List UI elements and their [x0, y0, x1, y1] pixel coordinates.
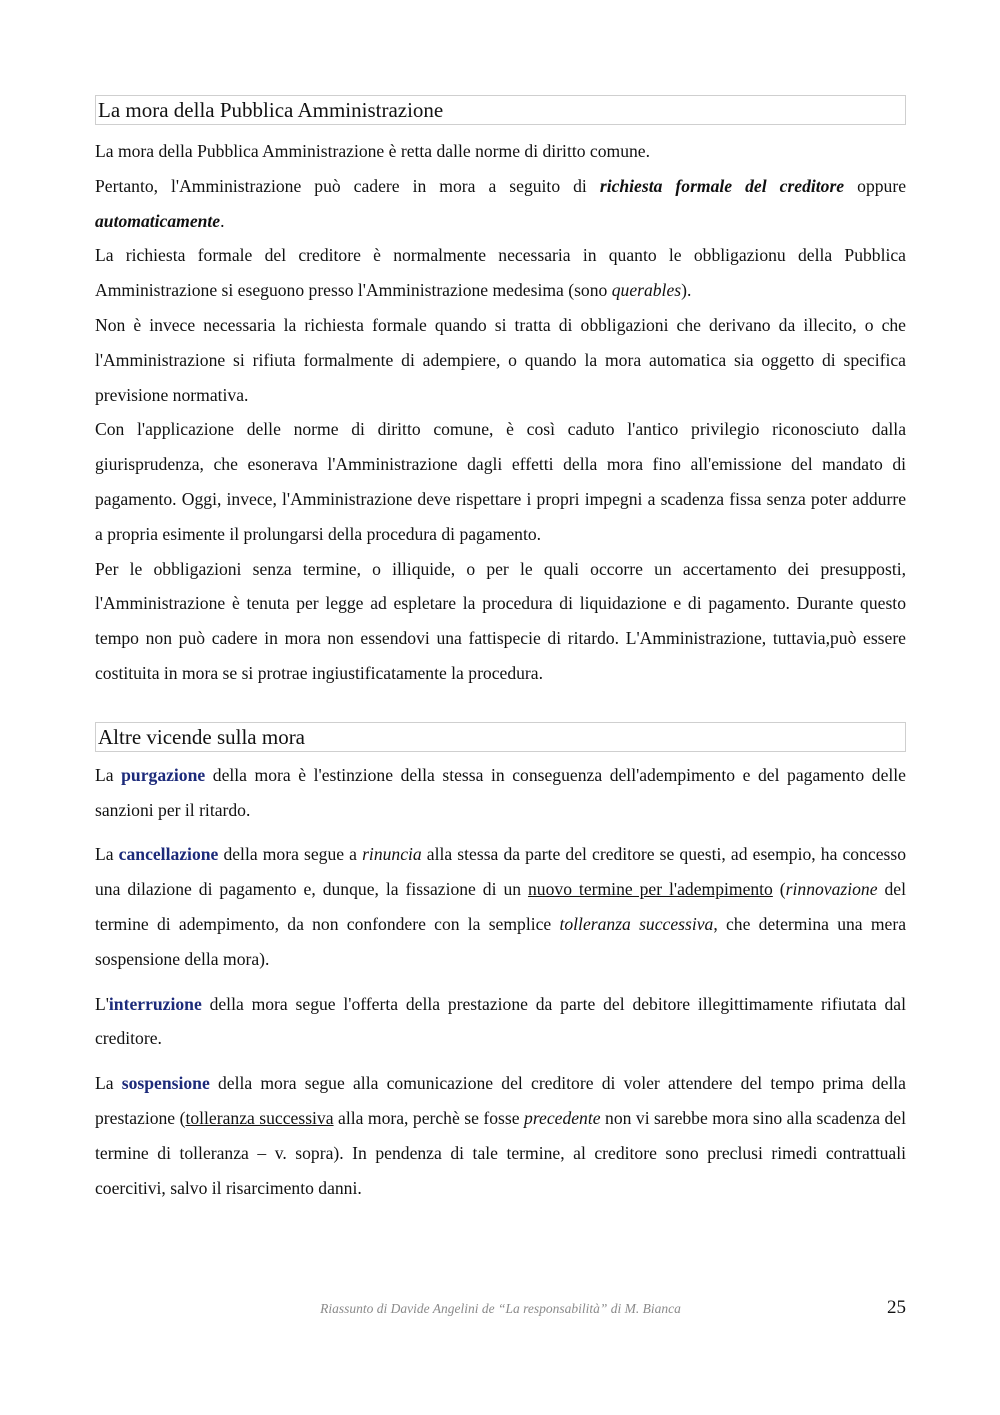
- text-run: della mora segue l'offerta della prestazione da parte del debitore illegittimamente rifiutata dal creditore.: [95, 993, 906, 1049]
- term-sospensione: sospensione: [121, 1073, 210, 1094]
- italic-text: querables: [611, 280, 682, 301]
- term-interruzione: interruzione: [108, 993, 202, 1014]
- paragraph-cancellazione: [95, 837, 906, 976]
- section-mora-pa: [95, 95, 906, 691]
- underlined-text: nuovo termine per l'adempimento: [528, 879, 773, 900]
- paragraph-4: Non è invece necessaria la richiesta formale quando si tratta di obbligazioni che derivano da illecito, o che l'Amministrazione si rifiuta formalmente di adempiere, o quando la mora automatica sia oggetto di specifica previsione normativa.: [95, 314, 906, 405]
- page-footer: [95, 1297, 906, 1321]
- text-run: oppure: [844, 175, 906, 196]
- section-altre-vicende: [95, 722, 906, 1206]
- text-run: , che determina una mera sospensione della mora).: [95, 913, 907, 969]
- italic-text: rinuncia: [362, 844, 422, 865]
- term-cancellazione: cancellazione: [118, 844, 219, 865]
- paragraph-interruzione: [95, 987, 906, 1057]
- paragraph-3: [95, 238, 906, 308]
- text-run: (: [772, 879, 786, 900]
- emphasis-text: automaticamente: [95, 210, 221, 231]
- text-run: del termine di adempimento, da non confondere con la semplice: [95, 879, 906, 934]
- section-title-altre-vicende: Altre vicende sulla mora: [95, 722, 906, 752]
- text-run: della mora è l'estinzione della stessa in conseguenza dell'adempimento e del pagamento delle sanzioni per il ritardo.: [95, 764, 906, 820]
- italic-text: precedente: [524, 1107, 601, 1128]
- paragraph-1: La mora della Pubblica Amministrazione è retta dalle norme di diritto comune.: [95, 141, 651, 161]
- italic-text: tolleranza successiva: [559, 913, 714, 934]
- italic-text: rinnovazione: [785, 879, 878, 900]
- emphasis-text: richiesta formale del creditore: [599, 175, 845, 196]
- text-run: Pertanto, l'Amministrazione può cadere in mora a seguito di: [95, 175, 600, 196]
- paragraph-2: [95, 169, 906, 239]
- footer-text: Riassunto di Davide Angelini de “La responsabilità” di M. Bianca: [320, 1301, 681, 1316]
- term-purgazione: purgazione: [121, 764, 206, 785]
- text-run: alla mora, perchè se fosse: [333, 1107, 525, 1128]
- text-run: ).: [681, 280, 692, 301]
- underlined-text: tolleranza successiva: [185, 1107, 334, 1128]
- section-title-mora-pa: La mora della Pubblica Amministrazione: [95, 95, 906, 125]
- document-page: [95, 95, 906, 1215]
- text-run: L': [95, 993, 109, 1014]
- text-run: .: [220, 210, 225, 231]
- text-run: La: [95, 764, 122, 785]
- paragraph-5: Con l'applicazione delle norme di diritto comune, è così caduto l'antico privilegio riconosciuto dalla giurisprudenza, che esonerava l'Amministrazione dagli effetti della mora fino all'emissione del mandato di pagamento. Oggi, invece, l'Amministrazione deve rispettare i propri impegni a scadenza fissa senza poter addurre a propria esimente il prolungarsi della procedura di pagamento.: [95, 419, 906, 544]
- text-run: La richiesta formale del creditore è normalmente necessaria in quanto le obbligazionu della Pubblica Amministrazione si eseguono presso l'Amministrazione medesima (sono: [95, 245, 906, 301]
- text-run: La: [95, 1073, 122, 1094]
- page-number: 25: [887, 1297, 906, 1318]
- paragraph-purgazione: [95, 758, 906, 828]
- text-run: della mora segue a: [218, 844, 363, 865]
- paragraph-sospensione: [95, 1066, 906, 1205]
- text-run: alla stessa da parte del creditore se questi, ad esempio, ha concesso una dilazione di pagamento e, dunque, la fissazione di un: [95, 844, 906, 900]
- text-run: della mora segue alla comunicazione del creditore di voler attendere del tempo prima della prestazione (: [95, 1073, 906, 1128]
- text-run: La: [95, 844, 119, 865]
- paragraph-6: Per le obbligazioni senza termine, o illiquide, o per le quali occorre un accertamento dei presupposti, l'Amministrazione è tenuta per legge ad espletare la procedura di liquidazione e di pagamento. Durante questo tempo non può cadere in mora non essendovi una fattispecie di ritardo. L'Amministrazione, tuttavia,può essere costituita in mora se si protrae ingiustificatamente la procedura.: [95, 558, 906, 683]
- text-run: non vi sarebbe mora sino alla scadenza del termine di tolleranza – v. sopra). In pendenza di tale termine, al creditore sono preclusi rimedi contrattuali coercitivi, salvo il risarcimento danni.: [95, 1107, 907, 1198]
